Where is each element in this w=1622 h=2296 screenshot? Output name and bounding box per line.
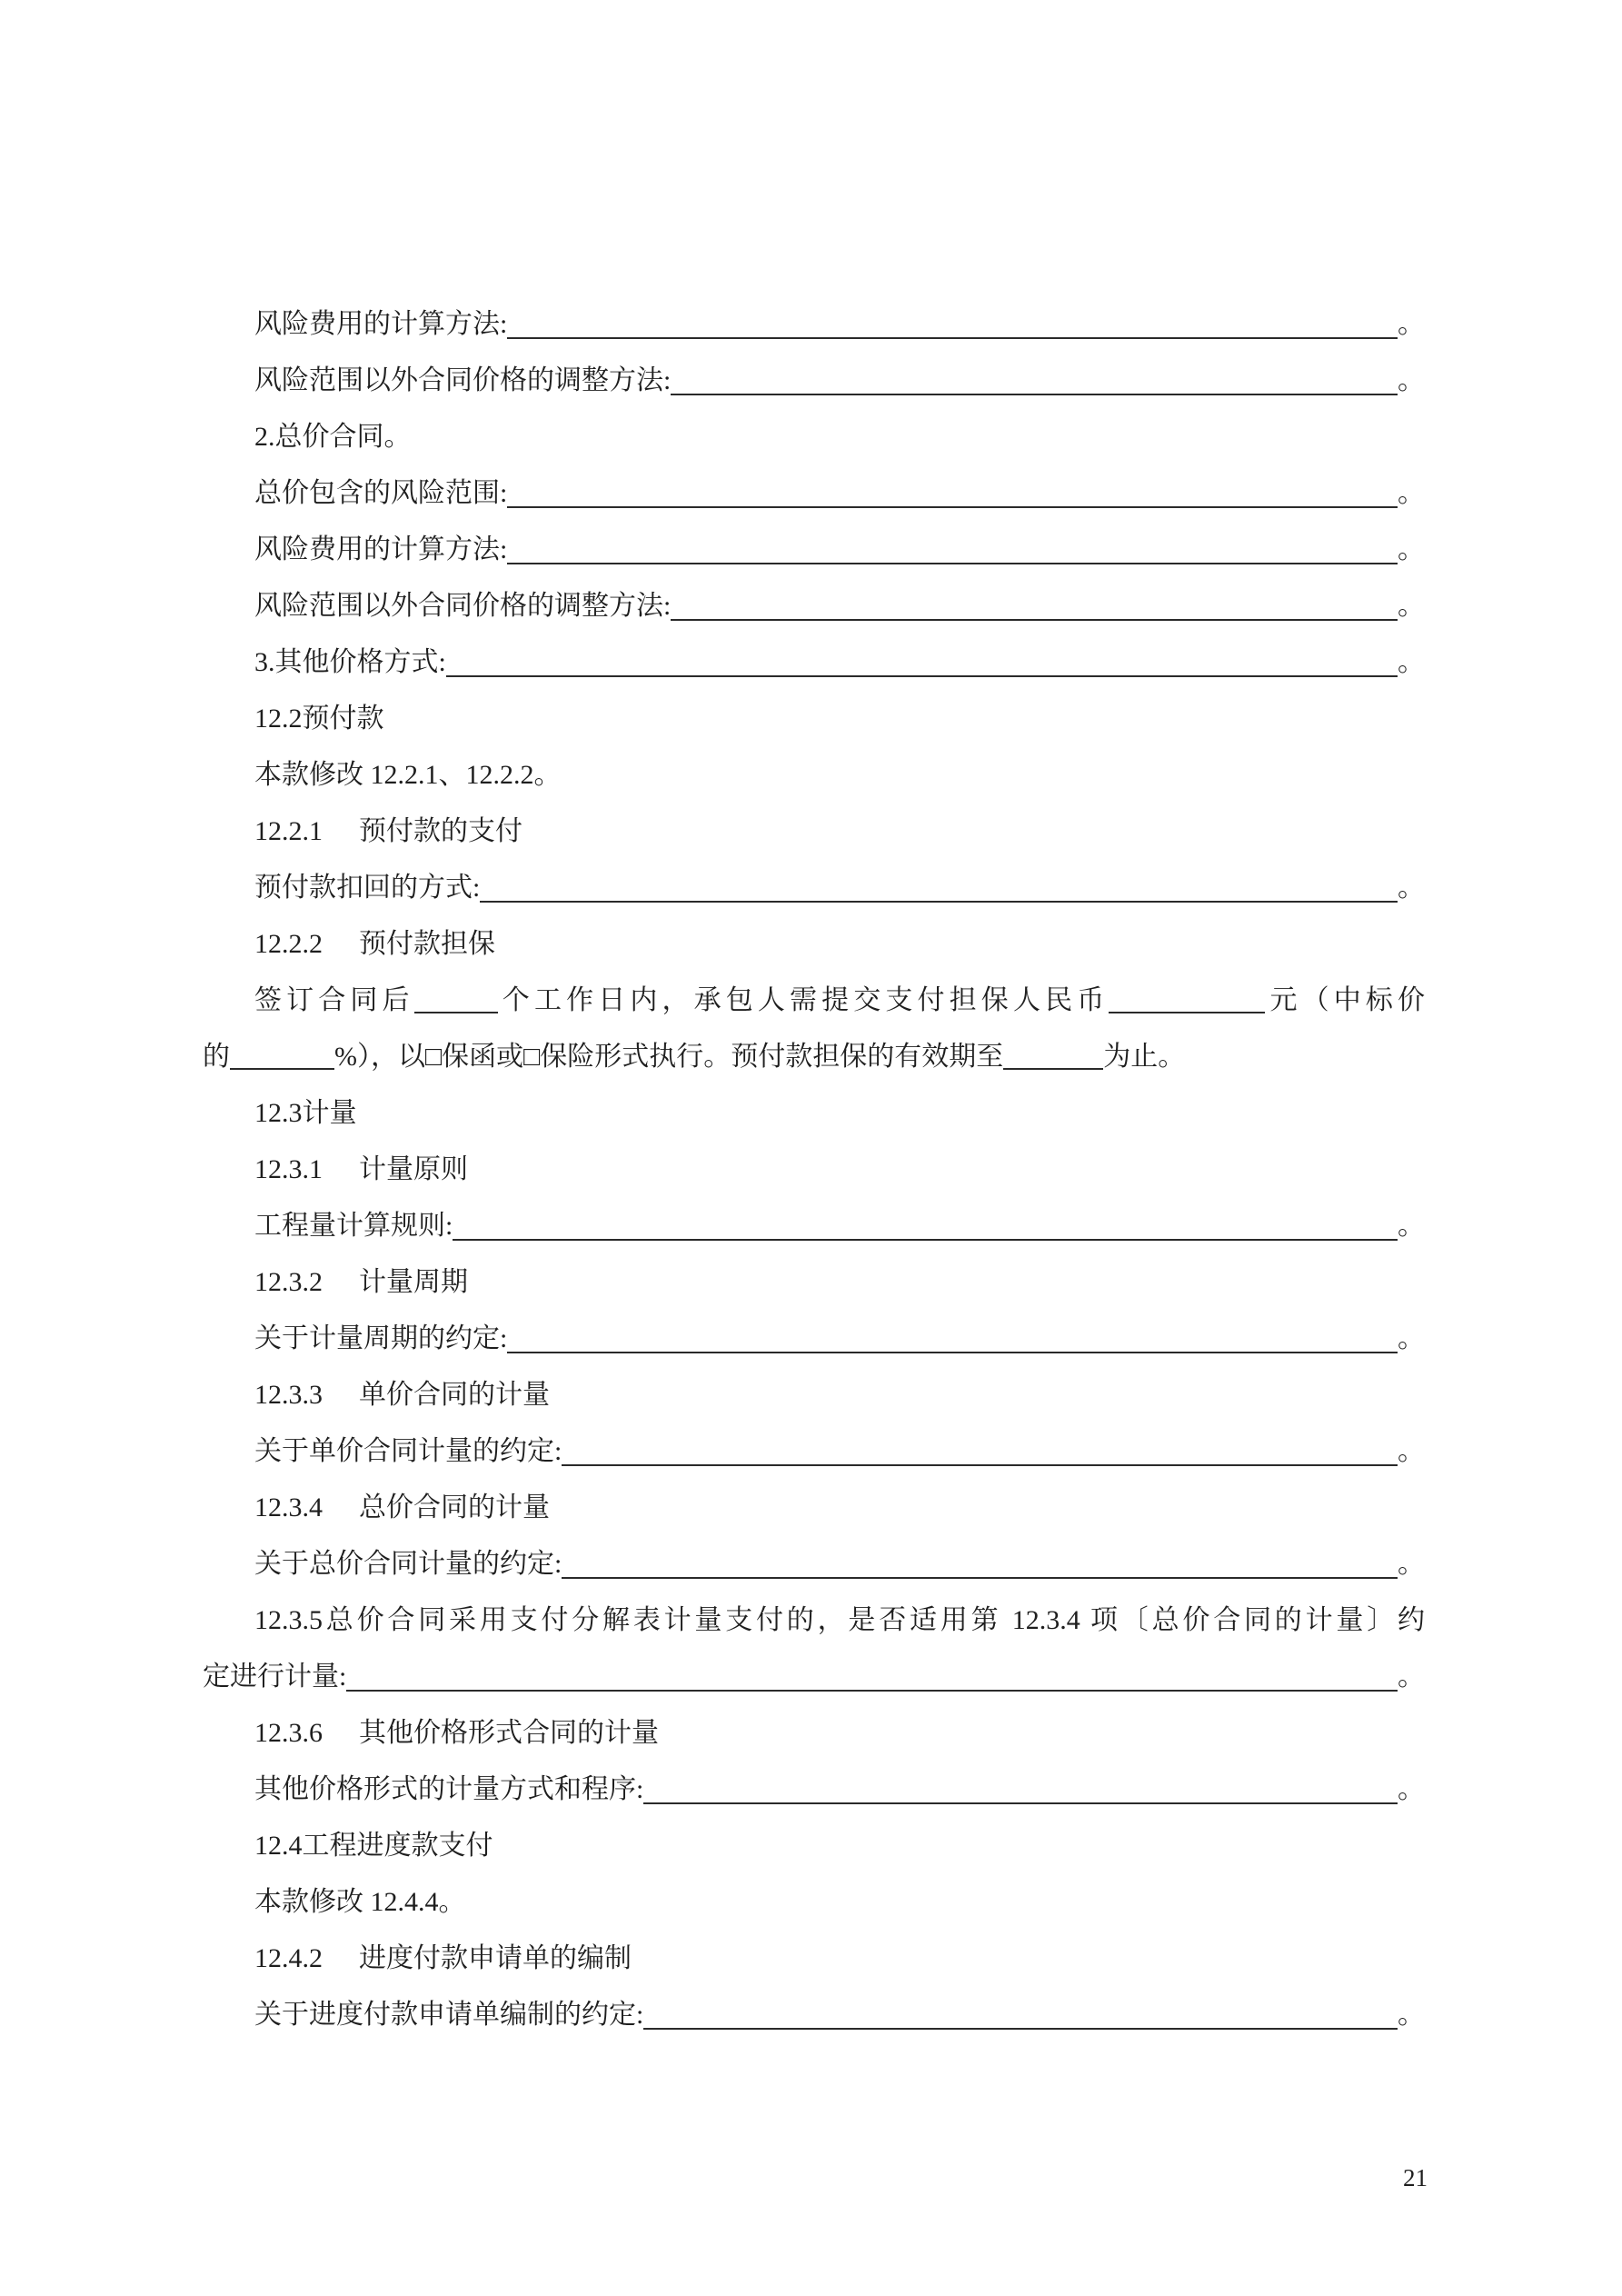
line-label: 预付款扣回的方式:: [254, 873, 481, 903]
period: 。: [1398, 591, 1425, 621]
clause-number: 12.4.2: [254, 1943, 323, 1973]
fill-line-progress-application: [203, 1987, 1425, 2043]
segment-text: 元（中标价: [1265, 985, 1426, 1015]
period: 。: [1398, 1323, 1425, 1353]
blank-underline: [643, 2028, 1398, 2030]
line-label: 关于单价合同计量的约定:: [254, 1436, 562, 1466]
guarantee-paragraph-line-1: [203, 973, 1425, 1029]
fill-line-risk-fee-method-1: [203, 296, 1425, 353]
clause-title: 计量周期: [359, 1267, 468, 1297]
segment-text: 为止。: [1103, 1042, 1186, 1072]
guarantee-paragraph-line-2: [203, 1029, 1425, 1085]
period: 。: [1398, 365, 1425, 395]
clause-number: 12.3.2: [254, 1267, 323, 1297]
blank-underline: [346, 1690, 1398, 1692]
heading-line-12-2-2: [203, 916, 1425, 973]
clause-number: 12.3.4: [254, 1492, 323, 1522]
heading-line-12-4-2: [203, 1931, 1425, 1987]
line-label: 总价包含的风险范围:: [254, 478, 508, 508]
clause-title: 预付款担保: [359, 929, 495, 959]
clause-title: 预付款的支付: [359, 816, 522, 846]
heading-line-12-2-1: [203, 804, 1425, 860]
clause-title: 总价合同的计量: [359, 1492, 550, 1522]
blank-underline: [507, 1352, 1398, 1353]
fill-line-risk-fee-method-2: [203, 522, 1425, 578]
line-text: 12.4工程进度款支付: [254, 1831, 493, 1861]
fill-line-advance-recovery: [203, 860, 1425, 916]
clause-number: 12.3.3: [254, 1380, 323, 1410]
text-line-clause-modified-2: [203, 1874, 1425, 1931]
line-label: 3.其他价格方式:: [254, 647, 446, 677]
inline-blank: [1003, 1046, 1103, 1070]
segment-text: 个工作日内，承包人需提交支付担保人民币: [497, 985, 1110, 1015]
clause-number: 12.2.1: [254, 816, 323, 846]
blank-underline: [562, 1577, 1398, 1579]
fill-line-measurement-period: [203, 1311, 1425, 1367]
blank-underline: [446, 675, 1398, 677]
clause-12-3-5-line-2: [203, 1649, 1425, 1705]
clause-title: 计量原则: [359, 1154, 468, 1184]
blank-underline: [507, 337, 1398, 339]
period: 。: [1398, 1436, 1425, 1466]
period: 。: [1398, 1549, 1425, 1579]
heading-line-progress-payment: [203, 1818, 1425, 1874]
fill-line-risk-scope: [203, 465, 1425, 522]
blank-underline: [507, 563, 1398, 564]
heading-line-12-3-1: [203, 1142, 1425, 1198]
line-label: 关于计量周期的约定:: [254, 1323, 508, 1353]
line-text: 本款修改 12.4.4。: [254, 1887, 466, 1917]
segment-text: %），以□保函或□保险形式执行。预付款担保的有效期至: [334, 1042, 1004, 1072]
clause-number: 12.3.1: [254, 1154, 323, 1184]
heading-line-advance-payment: [203, 691, 1425, 747]
line-label: 其他价格形式的计量方式和程序:: [254, 1774, 644, 1804]
fill-line-other-price-form: [203, 634, 1425, 691]
blank-underline: [453, 1239, 1398, 1241]
line-label: 关于总价合同计量的约定:: [254, 1549, 562, 1579]
blank-underline: [507, 506, 1398, 508]
text-line-clause-modified-1: [203, 747, 1425, 804]
heading-line-12-3-4: [203, 1480, 1425, 1536]
line-text: 12.3计量: [254, 1098, 357, 1128]
inline-blank: [230, 1046, 334, 1070]
line-text: 12.3.5总价合同采用支付分解表计量支付的，是否适用第 12.3.4 项〔总价合同的计量〕约: [254, 1605, 1425, 1635]
blank-underline: [562, 1464, 1398, 1466]
line-label: 风险范围以外合同价格的调整方法:: [254, 365, 672, 395]
line-label: 风险费用的计算方法:: [254, 534, 508, 564]
period: 。: [1398, 1774, 1425, 1804]
text-line-lump-sum-contract: [203, 409, 1425, 465]
fill-line-unit-price-measurement: [203, 1423, 1425, 1480]
clause-title: 其他价格形式合同的计量: [359, 1718, 659, 1748]
document-content: [203, 296, 1425, 2043]
clause-title: 单价合同的计量: [359, 1380, 550, 1410]
line-label: 风险范围以外合同价格的调整方法:: [254, 591, 672, 621]
line-text: 12.2预付款: [254, 704, 384, 734]
line-text: 本款修改 12.2.1、12.2.2。: [254, 760, 562, 790]
inline-blank: [414, 990, 498, 1013]
period: 。: [1398, 1662, 1425, 1692]
line-text: 2.总价合同。: [254, 422, 412, 452]
period: 。: [1398, 873, 1425, 903]
period: 。: [1398, 2000, 1425, 2030]
clause-number: 12.2.2: [254, 929, 323, 959]
period: 。: [1398, 647, 1425, 677]
blank-underline: [671, 619, 1398, 621]
fill-line-lump-sum-measurement: [203, 1536, 1425, 1592]
line-label: 工程量计算规则:: [254, 1211, 453, 1241]
segment-text: 的: [203, 1042, 230, 1072]
period: 。: [1398, 478, 1425, 508]
fill-line-adjust-method-1: [203, 353, 1425, 409]
period: 。: [1398, 1211, 1425, 1241]
segment-text: 签订合同后: [254, 985, 414, 1015]
heading-line-12-3-3: [203, 1367, 1425, 1423]
page-number: 21: [1403, 2164, 1428, 2191]
heading-line-measurement: [203, 1085, 1425, 1142]
fill-line-adjust-method-2: [203, 578, 1425, 634]
heading-line-12-3-6: [203, 1705, 1425, 1762]
inline-blank: [1109, 990, 1265, 1013]
line-label: 风险费用的计算方法:: [254, 309, 508, 339]
period: 。: [1398, 534, 1425, 564]
clause-number: 12.3.6: [254, 1718, 323, 1748]
heading-line-12-3-2: [203, 1254, 1425, 1311]
blank-underline: [643, 1802, 1398, 1804]
blank-underline: [671, 394, 1398, 395]
clause-title: 进度付款申请单的编制: [359, 1943, 632, 1973]
blank-underline: [480, 901, 1398, 903]
line-label: 关于进度付款申请单编制的约定:: [254, 2000, 644, 2030]
fill-line-other-form-measurement: [203, 1762, 1425, 1818]
clause-12-3-5-line-1: [203, 1592, 1425, 1649]
line-label: 定进行计量:: [203, 1662, 347, 1692]
fill-line-quantity-rules: [203, 1198, 1425, 1254]
period: 。: [1398, 309, 1425, 339]
